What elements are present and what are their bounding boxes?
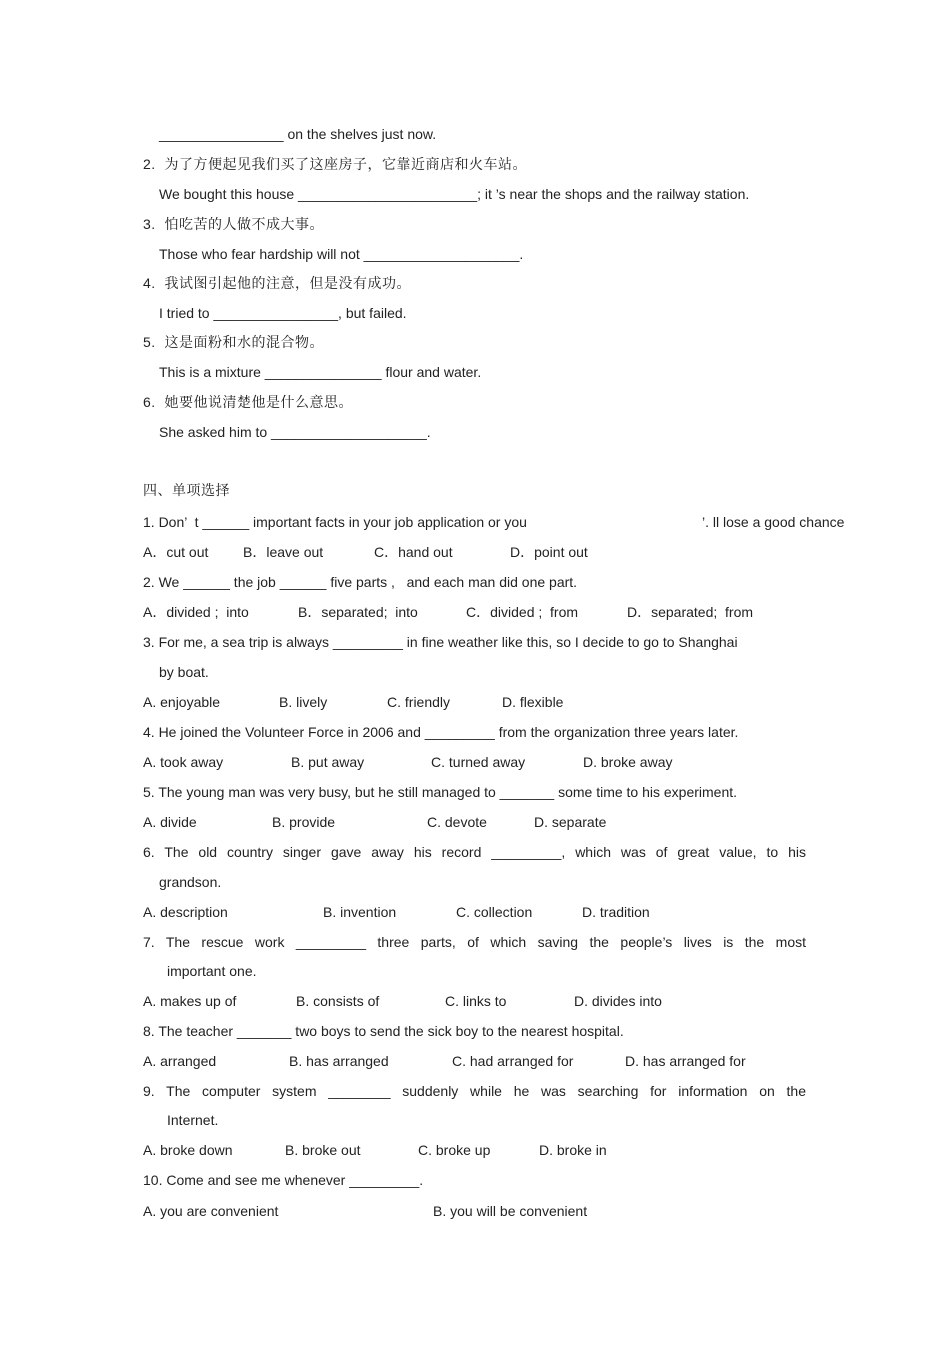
question-stem: 10. Come and see me whenever _________. (143, 1172, 424, 1188)
question-stem: 5. The young man was very busy, but he still managed to _______ some time to his experiment. (143, 784, 738, 800)
translation-answer: We bought this house _______________________; it ’s near the shops and the railway station. (159, 186, 750, 202)
translation-prompt: 6. 她要他说清楚他是什么意思。 (143, 394, 353, 410)
option-b: B. invention (323, 904, 397, 920)
translation-answer: I tried to ________________, but failed. (159, 305, 407, 321)
option-a: A．divided ; into (143, 604, 249, 620)
option-b: B. you will be convenient (433, 1203, 588, 1219)
question-stem-continued: by boat. (159, 664, 209, 680)
option-d: D. tradition (582, 904, 650, 920)
option-c: C. turned away (431, 754, 526, 770)
question-stem-continued: Internet. (167, 1112, 219, 1128)
question-stem-continued: grandson. (159, 874, 222, 890)
option-c: C. broke up (418, 1142, 491, 1158)
option-b: B．separated; into (298, 604, 418, 620)
question-stem: 4. He joined the Volunteer Force in 2006 and _________ from the organization three years later. (143, 724, 739, 740)
option-c: C. links to (445, 993, 507, 1009)
option-a: A. divide (143, 814, 197, 830)
translation-prompt: 5. 这是面粉和水的混合物。 (143, 334, 324, 350)
question-stem: 7. The rescue work _________ three parts, of which saving the people’s lives is the most (143, 934, 806, 950)
option-c: C. friendly (387, 694, 451, 710)
translation-prompt: 3. 怕吃苦的人做不成大事。 (143, 216, 324, 232)
option-a: A. enjoyable (143, 694, 221, 710)
option-a: A. took away (143, 754, 224, 770)
section-title: 四、单项选择 (143, 482, 230, 498)
question-stem: 1. Don’ t ______ important facts in your job application or you (143, 514, 527, 530)
question-stem: 2. We ______ the job ______ five parts , and each man did one part. (143, 574, 578, 590)
question-stem: 6. The old country singer gave away his record _________, which was of great value, to his (143, 844, 806, 860)
option-a: A. you are convenient (143, 1203, 279, 1219)
option-a: A. description (143, 904, 228, 920)
option-a: A．cut out (143, 544, 209, 560)
translation-answer: This is a mixture _______________ flour and water. (159, 364, 482, 380)
option-c: C. collection (456, 904, 533, 920)
question-stem: 9. The computer system ________ suddenly while he was searching for information on the (143, 1083, 806, 1099)
question-stem-tail: ’. ll lose a good chance (702, 514, 845, 530)
option-d: D. flexible (502, 694, 564, 710)
option-b: B. put away (291, 754, 365, 770)
option-b: B. provide (272, 814, 336, 830)
translation-prompt: 4. 我试图引起他的注意，但是没有成功。 (143, 275, 411, 291)
question-stem: 8. The teacher _______ two boys to send the sick boy to the nearest hospital. (143, 1023, 624, 1039)
question-stem-continued: important one. (167, 963, 257, 979)
option-b: B. lively (279, 694, 328, 710)
option-d: D．separated; from (627, 604, 754, 620)
option-c: C. had arranged for (452, 1053, 574, 1069)
question-stem: 3. For me, a sea trip is always _________ in fine weather like this, so I decide to go to Shanghai (143, 634, 738, 650)
option-c: C. devote (427, 814, 487, 830)
option-a: A. makes up of (143, 993, 237, 1009)
translation-answer: She asked him to ____________________. (159, 424, 431, 440)
translation-answer: Those who fear hardship will not ____________________. (159, 246, 524, 262)
option-a: A. arranged (143, 1053, 217, 1069)
option-d: D. divides into (574, 993, 662, 1009)
option-b: B. consists of (296, 993, 380, 1009)
translation-prompt: 2. 为了方便起见我们买了这座房子，它靠近商店和火车站。 (143, 156, 527, 172)
option-b: B．leave out (243, 544, 324, 560)
option-d: D. broke away (583, 754, 673, 770)
option-c: C．hand out (374, 544, 453, 560)
option-c: C．divided ; from (466, 604, 579, 620)
option-a: A. broke down (143, 1142, 233, 1158)
option-b: B. broke out (285, 1142, 361, 1158)
translation-q1-tail: ________________ on the shelves just now. (159, 126, 437, 142)
option-d: D. separate (534, 814, 607, 830)
option-d: D. broke in (539, 1142, 607, 1158)
option-d: D. has arranged for (625, 1053, 746, 1069)
option-d: D．point out (510, 544, 588, 560)
option-b: B. has arranged (289, 1053, 389, 1069)
